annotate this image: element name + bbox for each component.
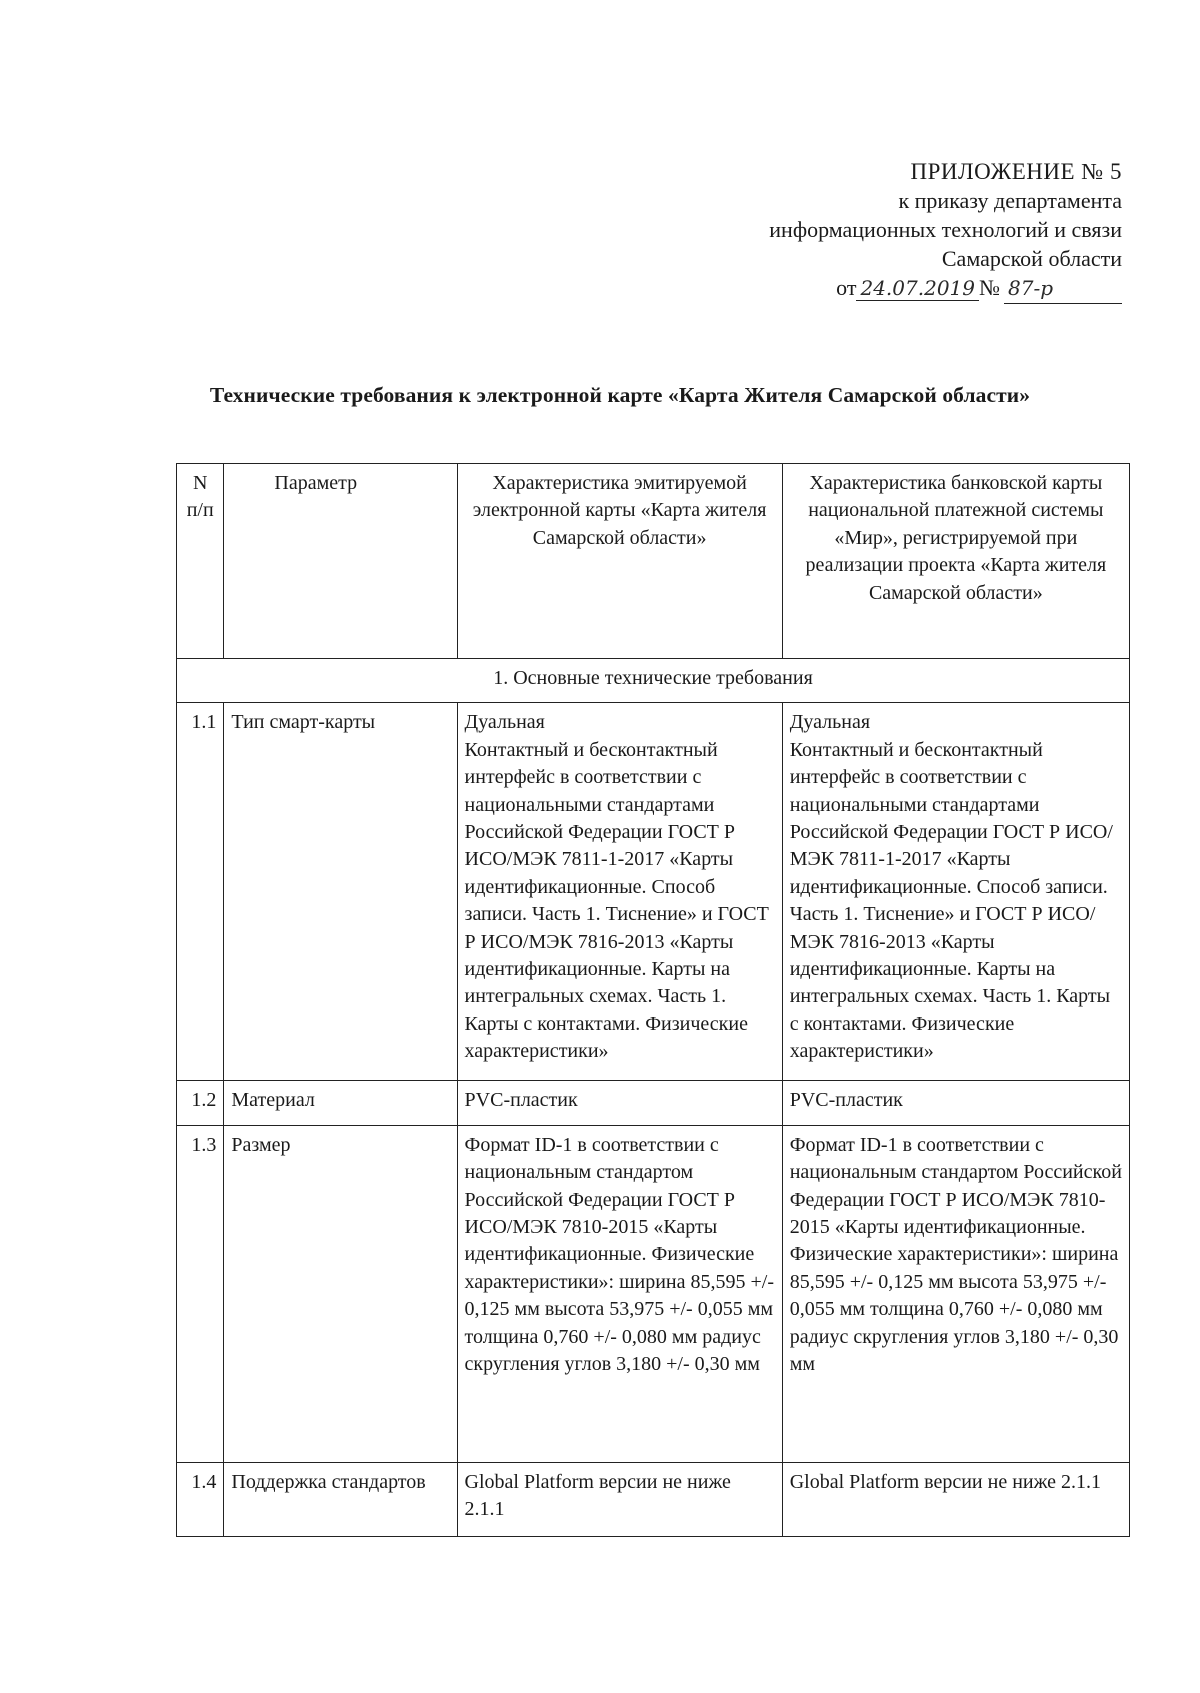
- order-line-2: информационных технологий и связи: [769, 217, 1122, 242]
- row-parameter: Размер: [224, 1125, 457, 1462]
- row-emitted-card: Формат ID-1 в соответствии с национальным стандартом Российской Федерации ГОСТ Р ИСО/МЭК 7810-2015 «Карты идентификационные. Физические характеристики»: ширина 85,595 +/- 0,125 мм высота 53,975 +/- 0,055 мм толщина 0,760 +/- 0,080 мм радиус скругления углов 3,180 +/- 0,30 мм: [457, 1125, 782, 1462]
- row-parameter: Материал: [224, 1081, 457, 1125]
- row-bank-card: PVC-пластик: [782, 1081, 1129, 1125]
- header-parameter: Параметр: [224, 464, 457, 659]
- header-number: N п/п: [177, 464, 224, 659]
- section-row: [177, 659, 1130, 703]
- appendix-title: ПРИЛОЖЕНИЕ № 5: [910, 159, 1122, 184]
- row-parameter: Поддержка стандартов: [224, 1462, 457, 1536]
- row-number: 1.3: [177, 1125, 224, 1462]
- row-emitted-card: Global Platform версии не ниже 2.1.1: [457, 1462, 782, 1536]
- handwritten-number: 87-р: [1004, 274, 1122, 304]
- handwritten-date: 24.07.2019: [856, 276, 979, 301]
- table-row: [177, 1125, 1130, 1462]
- number-prefix: №: [979, 275, 1000, 300]
- section-title: 1. Основные технические требования: [177, 659, 1130, 703]
- row-number: 1.2: [177, 1081, 224, 1125]
- row-number: 1.4: [177, 1462, 224, 1536]
- appendix-header: [600, 157, 1122, 304]
- row-emitted-card: Дуальная Контактный и бесконтактный интерфейс в соответствии с национальными стандартами Российской Федерации ГОСТ Р ИСО/МЭК 7811-1-2017 «Карты идентификационные. Способ записи. Часть 1. Тиснение» и ГОСТ Р ИСО/МЭК 7816-2013 «Карты идентификационные. Карты на интегральных схемах. Часть 1. Карты с контактами. Физические характеристики»: [457, 703, 782, 1081]
- order-line-1: к приказу департамента: [898, 188, 1122, 213]
- table-row: [177, 703, 1130, 1081]
- table-row: [177, 1081, 1130, 1125]
- row-bank-card: Дуальная Контактный и бесконтактный интерфейс в соответствии с национальными стандартами Российской Федерации ГОСТ Р ИСО/МЭК 7811-1-2017 «Карты идентификационные. Способ записи. Часть 1. Тиснение» и ГОСТ Р ИСО/МЭК 7816-2013 «Карты идентификационные. Карты на интегральных схемах. Часть 1. Карты с контактами. Физические характеристики»: [782, 703, 1129, 1081]
- date-prefix: от: [836, 275, 857, 300]
- header-emitted-card: Характеристика эмитируемой электронной карты «Карта жителя Самарской области»: [457, 464, 782, 659]
- row-bank-card: Global Platform версии не ниже 2.1.1: [782, 1462, 1129, 1536]
- document-title: Технические требования к электронной карте «Карта Жителя Самарской области»: [209, 383, 1031, 407]
- order-line-3: Самарской области: [941, 246, 1122, 271]
- requirements-table: [176, 463, 1130, 1537]
- header-bank-card: Характеристика банковской карты национальной платежной системы «Мир», регистрируемой при реализации проекта «Карта жителя Самарской области»: [782, 464, 1129, 659]
- row-emitted-card: PVC-пластик: [457, 1081, 782, 1125]
- row-bank-card: Формат ID-1 в соответствии с национальным стандартом Российской Федерации ГОСТ Р ИСО/МЭК 7810-2015 «Карты идентификационные. Физические характеристики»: ширина 85,595 +/- 0,125 мм высота 53,975 +/- 0,055 мм толщина 0,760 +/- 0,080 мм радиус скругления углов 3,180 +/- 0,30 мм: [782, 1125, 1129, 1462]
- table-header-row: [177, 464, 1130, 659]
- table-row: [177, 1462, 1130, 1536]
- order-date-number-line: [600, 273, 1122, 304]
- row-number: 1.1: [177, 703, 224, 1081]
- row-parameter: Тип смарт-карты: [224, 703, 457, 1081]
